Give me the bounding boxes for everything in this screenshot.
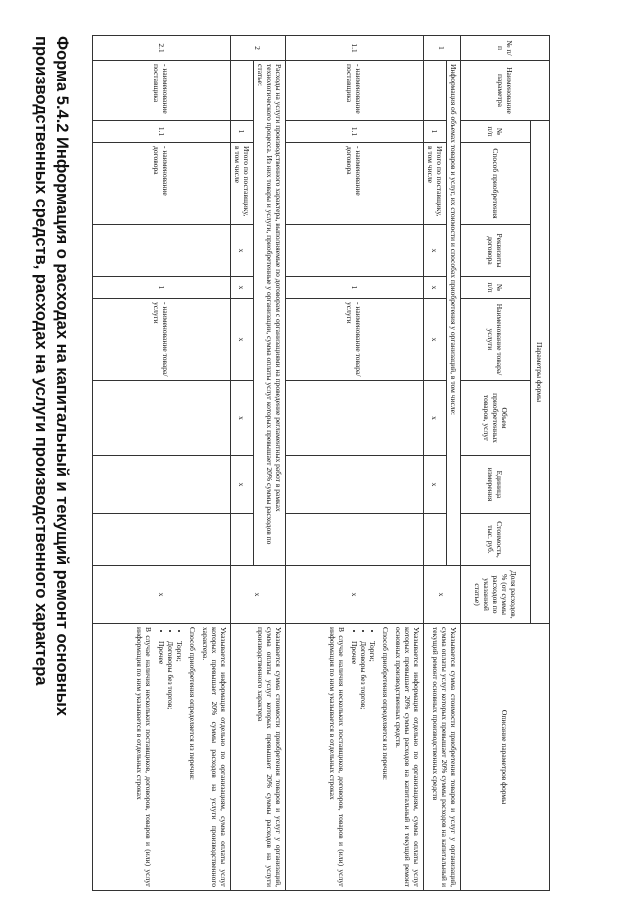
row21-sub-num: 1.1	[93, 121, 231, 143]
row1-description	[424, 624, 461, 891]
header-method: Способ приобретения	[461, 143, 531, 225]
row2-volume: x	[231, 381, 254, 456]
row1-header-text: Информация об объемах товаров и услуг, их стоимости и способах приобретения у организаций, в том числе:	[447, 61, 461, 566]
row11-goods: - наименование товара/услуги	[286, 299, 424, 381]
row21-share: x	[93, 566, 231, 624]
row21-cost	[93, 514, 231, 566]
row21-desc-method-intro: Способ приобретения определяется из перечня:	[188, 627, 197, 780]
row2-num3: x	[231, 277, 254, 299]
header-num: № п/п	[461, 36, 550, 61]
row2-cost	[231, 514, 254, 566]
row2-description-text: Указывается сумма стоимости приобретения товаров и услуг у организаций, сумма оплаты услуг которых превышает 20% суммы расходов на услуги производственного характера	[256, 627, 283, 888]
row11-method: - наименование договора	[286, 143, 424, 225]
row21-goods: - наименование товара/услуги	[93, 299, 231, 381]
row1-unit: x	[424, 456, 447, 514]
row21-desc-multi: В случае наличия нескольких поставщиков, договоров, товаров и (или) услуг информация по ним указывается в отдельных строках	[135, 627, 153, 888]
row11-share: x	[286, 566, 424, 624]
row1-share: x	[424, 566, 461, 624]
row21-volume	[93, 381, 231, 456]
row11-desc-multi: В случае наличия нескольких поставщиков, договоров, товаров и (или) услуг информация по ним указывается в отдельных строках	[328, 627, 346, 888]
row11-contract	[286, 225, 424, 277]
row21-param: - наименование поставщика	[93, 61, 231, 121]
form-title: Форма 5.4.2 Информация о расходах на капитальный и текущий ремонт основных производственных средств, расходах на услуги производственного характера	[32, 36, 71, 716]
row2-method: Итого по поставщику, в том числе	[231, 143, 254, 225]
row1-method: Итого по поставщику, в том числе	[424, 143, 447, 225]
header-contract: Реквизиты договора	[461, 225, 531, 277]
row11-param: - наименование поставщика	[286, 61, 424, 121]
method-option-tenders: • Торги;	[368, 641, 377, 887]
header-description: Описание параметров формы	[461, 624, 550, 891]
row21-method: - наименование договора	[93, 143, 231, 225]
method-option-contracts: • Договоры без торгов;	[166, 641, 175, 887]
row21-method-list	[157, 641, 184, 887]
row1-contract: x	[424, 225, 447, 277]
row11-cost	[286, 514, 424, 566]
header-form-params: Параметры формы	[531, 121, 550, 624]
row21-description	[93, 624, 231, 891]
header-num3: № п/п	[461, 277, 531, 299]
method-option-other: • Прочее	[157, 641, 166, 887]
row2-sub-num: 1	[231, 121, 254, 143]
method-option-other: • Прочее	[350, 641, 359, 887]
form-table	[92, 35, 550, 891]
header-param-name: Наименование параметра	[461, 61, 550, 121]
row2-num: 2	[231, 36, 286, 61]
row11-desc-method-intro: Способ приобретения определяется из перечня:	[381, 627, 390, 780]
row21-desc-orgs: Указывается информация отдельно по организациям, сумма оплаты услуг которых превышает 20% суммы расходов на услуги производственного характера.	[201, 627, 228, 888]
row21-num: 2.1	[93, 36, 231, 61]
header-unit: Единица измерения	[461, 456, 531, 514]
row11-volume	[286, 381, 424, 456]
row11-description	[286, 624, 424, 891]
row21-contract	[93, 225, 231, 277]
row21-num3: 1	[93, 277, 231, 299]
row1-num3: x	[424, 277, 447, 299]
row11-num3: 1	[286, 277, 424, 299]
row1-num: 1	[424, 36, 461, 61]
row11-desc-orgs: Указывается информация отдельно по организациям, сумма оплаты услуг которых превышает 20% суммы расходов на капитальный и текущий ремонт основных производственных средств.	[394, 627, 421, 888]
row1-cost	[424, 514, 447, 566]
row2-goods: x	[231, 299, 254, 381]
header-volume: Объем приобретенных товаров, услуг	[461, 381, 531, 456]
method-option-contracts: • Договоры без торгов;	[359, 641, 368, 887]
header-cost: Стоимость, тыс. руб.	[461, 514, 531, 566]
row2-description	[231, 624, 286, 891]
row11-method-list	[350, 641, 377, 887]
header-num2: № п/п	[461, 121, 531, 143]
row11-sub-num: 1.1	[286, 121, 424, 143]
header-share: Доля расходов, % (от суммы расходов по указанной статье)	[461, 566, 531, 624]
row21-unit	[93, 456, 231, 514]
row2-unit: x	[231, 456, 254, 514]
row11-unit	[286, 456, 424, 514]
row1-volume: x	[424, 381, 447, 456]
row2-share: x	[231, 566, 286, 624]
header-goods-name: Наименование товара/услуги	[461, 299, 531, 381]
row1-sub-num: 1	[424, 121, 447, 143]
row2-contract: x	[231, 225, 254, 277]
row1-goods: x	[424, 299, 447, 381]
row1-description-text: Указывается сумма стоимости приобретения товаров и услуг у организаций, сумма оплаты услуг которых превышает 20% суммы расходов на капитальный и текущий ремонт основных производственных средств	[431, 627, 458, 888]
row11-num: 1.1	[286, 36, 424, 61]
method-option-tenders: • Торги;	[175, 641, 184, 887]
row2-header-text: Расходы на услуги производственного характера, выполняемые по договорам с организациями на проведение регламентных работ в рамках технологического процесса. Из них товары и услуги, приобретенные у организации, сумма оплаты услуг которых превышает 20% суммы расходов по статье:	[254, 61, 286, 566]
